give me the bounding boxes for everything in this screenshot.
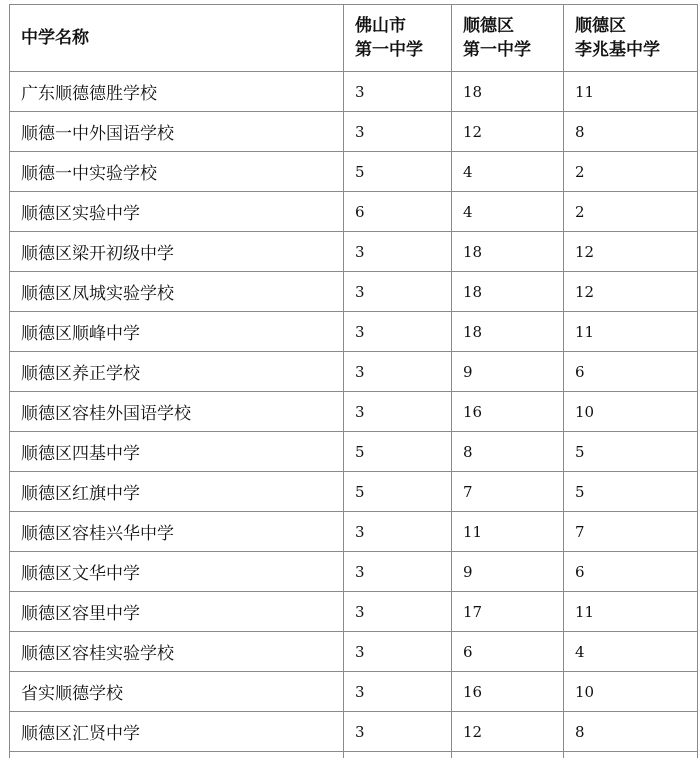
school-name-cell: 顺德区文华中学 bbox=[10, 552, 344, 592]
table-row bbox=[10, 632, 698, 672]
shunde-no1-quota-cell: 16 bbox=[452, 672, 564, 712]
foshan-no1-quota-cell: 3 bbox=[344, 632, 452, 672]
table-row bbox=[10, 312, 698, 352]
school-name-cell: 顺德区容里中学 bbox=[10, 592, 344, 632]
foshan-no1-quota-cell: 3 bbox=[344, 352, 452, 392]
shunde-no1-quota-cell: 18 bbox=[452, 312, 564, 352]
school-name-cell: 顺德一中实验学校 bbox=[10, 152, 344, 192]
foshan-no1-quota-cell: 5 bbox=[344, 432, 452, 472]
foshan-no1-quota-cell: 3 bbox=[344, 232, 452, 272]
lee-shau-kee-quota-cell: 6 bbox=[564, 352, 698, 392]
school-name-cell: 顺德区实验中学 bbox=[10, 192, 344, 232]
table-row bbox=[10, 552, 698, 592]
school-name-cell: 顺德区汇贤中学 bbox=[10, 712, 344, 752]
lee-shau-kee-quota-cell: 8 bbox=[564, 112, 698, 152]
shunde-no1-quota-cell: 8 bbox=[452, 432, 564, 472]
lee-shau-kee-quota-cell: 8 bbox=[564, 712, 698, 752]
shunde-no1-quota-cell: 9 bbox=[452, 552, 564, 592]
foshan-no1-quota-cell: 3 bbox=[344, 592, 452, 632]
header-shunde-no1-middle-school bbox=[452, 5, 564, 72]
lee-shau-kee-quota-cell: 12 bbox=[564, 272, 698, 312]
table-row bbox=[10, 432, 698, 472]
empty-cell bbox=[10, 752, 344, 759]
foshan-no1-quota-cell: 3 bbox=[344, 272, 452, 312]
foshan-no1-quota-cell: 3 bbox=[344, 712, 452, 752]
quota-table bbox=[9, 4, 698, 758]
foshan-no1-quota-cell: 3 bbox=[344, 672, 452, 712]
shunde-no1-quota-cell: 4 bbox=[452, 192, 564, 232]
table-row bbox=[10, 232, 698, 272]
foshan-no1-quota-cell: 3 bbox=[344, 392, 452, 432]
shunde-no1-quota-cell: 16 bbox=[452, 392, 564, 432]
foshan-no1-quota-cell: 5 bbox=[344, 152, 452, 192]
header-line: 顺德区 bbox=[575, 16, 626, 36]
shunde-no1-quota-cell: 18 bbox=[452, 232, 564, 272]
table-row bbox=[10, 72, 698, 112]
header-school-name bbox=[10, 5, 344, 72]
shunde-no1-quota-cell: 11 bbox=[452, 512, 564, 552]
foshan-no1-quota-cell: 6 bbox=[344, 192, 452, 232]
foshan-no1-quota-cell: 5 bbox=[344, 472, 452, 512]
lee-shau-kee-quota-cell: 11 bbox=[564, 72, 698, 112]
table-row bbox=[10, 272, 698, 312]
header-shunde-lee-shau-kee-middle-school bbox=[564, 5, 698, 72]
school-name-cell: 顺德区容桂外国语学校 bbox=[10, 392, 344, 432]
school-name-cell: 顺德区四基中学 bbox=[10, 432, 344, 472]
shunde-no1-quota-cell: 12 bbox=[452, 712, 564, 752]
table-row bbox=[10, 112, 698, 152]
table-row bbox=[10, 392, 698, 432]
lee-shau-kee-quota-cell: 11 bbox=[564, 312, 698, 352]
table-row bbox=[10, 592, 698, 632]
empty-cell bbox=[344, 752, 452, 759]
shunde-no1-quota-cell: 9 bbox=[452, 352, 564, 392]
lee-shau-kee-quota-cell: 6 bbox=[564, 552, 698, 592]
shunde-no1-quota-cell: 6 bbox=[452, 632, 564, 672]
lee-shau-kee-quota-cell: 2 bbox=[564, 152, 698, 192]
shunde-no1-quota-cell: 12 bbox=[452, 112, 564, 152]
lee-shau-kee-quota-cell: 10 bbox=[564, 392, 698, 432]
lee-shau-kee-quota-cell: 5 bbox=[564, 432, 698, 472]
foshan-no1-quota-cell: 3 bbox=[344, 552, 452, 592]
school-name-cell: 顺德一中外国语学校 bbox=[10, 112, 344, 152]
empty-cell bbox=[452, 752, 564, 759]
school-name-cell: 顺德区容桂实验学校 bbox=[10, 632, 344, 672]
school-name-cell: 广东顺德德胜学校 bbox=[10, 72, 344, 112]
lee-shau-kee-quota-cell: 4 bbox=[564, 632, 698, 672]
school-name-cell: 顺德区梁开初级中学 bbox=[10, 232, 344, 272]
table-row bbox=[10, 352, 698, 392]
header-row bbox=[10, 5, 698, 72]
table-row-cutoff bbox=[10, 752, 698, 759]
header-line: 佛山市 bbox=[355, 16, 406, 36]
foshan-no1-quota-cell: 3 bbox=[344, 312, 452, 352]
school-name-cell: 省实顺德学校 bbox=[10, 672, 344, 712]
shunde-no1-quota-cell: 18 bbox=[452, 272, 564, 312]
lee-shau-kee-quota-cell: 10 bbox=[564, 672, 698, 712]
lee-shau-kee-quota-cell: 5 bbox=[564, 472, 698, 512]
table-row bbox=[10, 512, 698, 552]
lee-shau-kee-quota-cell: 11 bbox=[564, 592, 698, 632]
school-name-cell: 顺德区红旗中学 bbox=[10, 472, 344, 512]
school-name-cell: 顺德区养正学校 bbox=[10, 352, 344, 392]
header-line: 李兆基中学 bbox=[575, 40, 660, 60]
header-line: 中学名称 bbox=[21, 28, 89, 48]
shunde-no1-quota-cell: 4 bbox=[452, 152, 564, 192]
header-line: 第一中学 bbox=[355, 40, 423, 60]
shunde-no1-quota-cell: 7 bbox=[452, 472, 564, 512]
table-body bbox=[10, 72, 698, 759]
shunde-no1-quota-cell: 18 bbox=[452, 72, 564, 112]
table-row bbox=[10, 192, 698, 232]
foshan-no1-quota-cell: 3 bbox=[344, 72, 452, 112]
lee-shau-kee-quota-cell: 7 bbox=[564, 512, 698, 552]
foshan-no1-quota-cell: 3 bbox=[344, 112, 452, 152]
table-header bbox=[10, 5, 698, 72]
header-foshan-no1-middle-school bbox=[344, 5, 452, 72]
header-line: 顺德区 bbox=[463, 16, 514, 36]
school-name-cell: 顺德区容桂兴华中学 bbox=[10, 512, 344, 552]
table-row bbox=[10, 712, 698, 752]
lee-shau-kee-quota-cell: 2 bbox=[564, 192, 698, 232]
header-line: 第一中学 bbox=[463, 40, 531, 60]
quota-table-container bbox=[9, 4, 697, 758]
foshan-no1-quota-cell: 3 bbox=[344, 512, 452, 552]
table-row bbox=[10, 152, 698, 192]
shunde-no1-quota-cell: 17 bbox=[452, 592, 564, 632]
empty-cell bbox=[564, 752, 698, 759]
table-row bbox=[10, 472, 698, 512]
school-name-cell: 顺德区顺峰中学 bbox=[10, 312, 344, 352]
school-name-cell: 顺德区凤城实验学校 bbox=[10, 272, 344, 312]
table-row bbox=[10, 672, 698, 712]
lee-shau-kee-quota-cell: 12 bbox=[564, 232, 698, 272]
